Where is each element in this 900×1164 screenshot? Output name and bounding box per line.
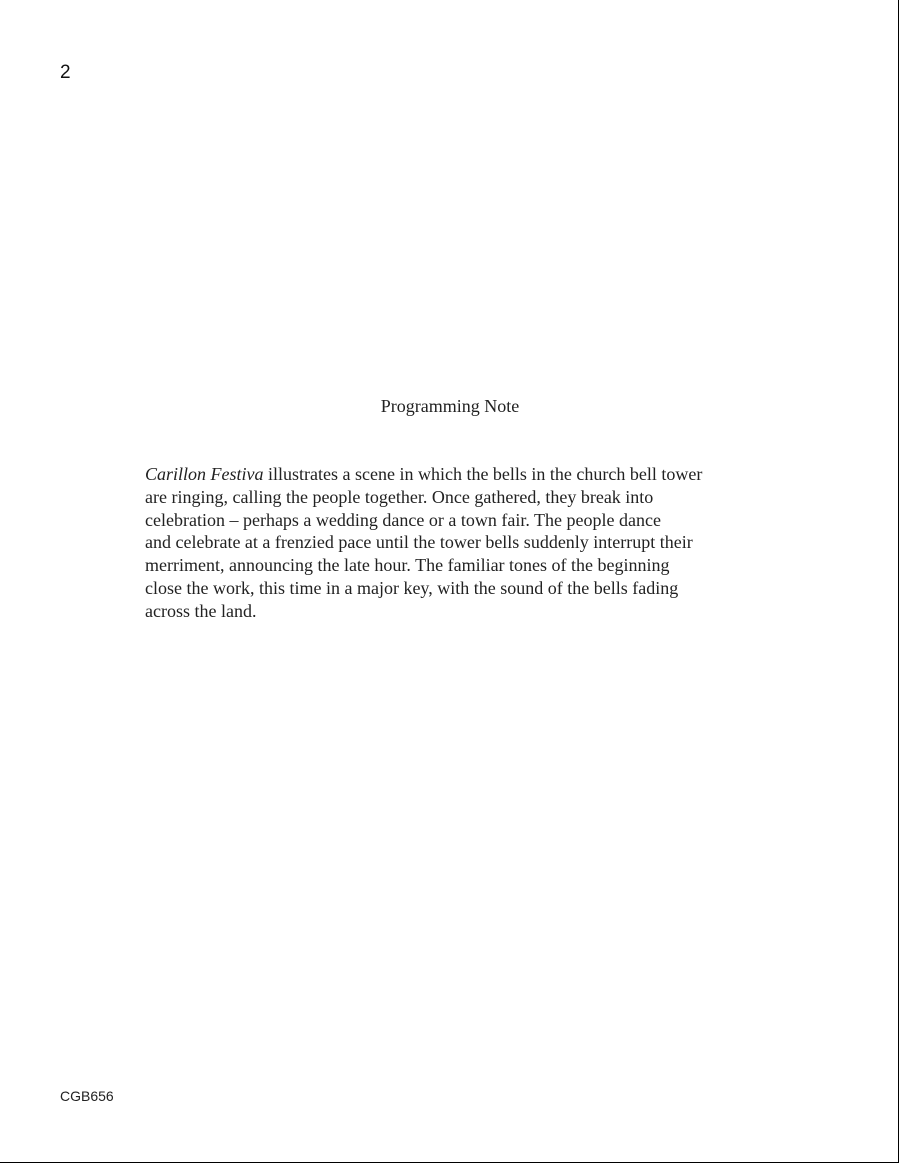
body-line-4: and celebrate at a frenzied pace until the tower bells suddenly interrupt their [145,532,693,553]
body-line-3: celebration – perhaps a wedding dance or a town fair. The people dance [145,509,661,530]
body-line-5: merriment, announcing the late hour. The familiar tones of the beginning [145,555,670,576]
body-line-6: close the work, this time in a major key, with the sound of the bells fading [145,577,679,598]
body-line-7: across the land. [145,600,257,621]
catalog-code: CGB656 [60,1088,114,1104]
section-heading: Programming Note [380,396,520,416]
page-number: 2 [60,62,71,83]
work-title: Carillon Festiva [145,464,264,484]
body-line-2: are ringing, calling the people together. Once gathered, they break into [145,486,654,507]
body-line-1 [145,463,785,486]
programming-note-body [145,463,785,623]
body-line-1-text: illustrates a scene in which the bells in the church bell tower [263,464,703,484]
